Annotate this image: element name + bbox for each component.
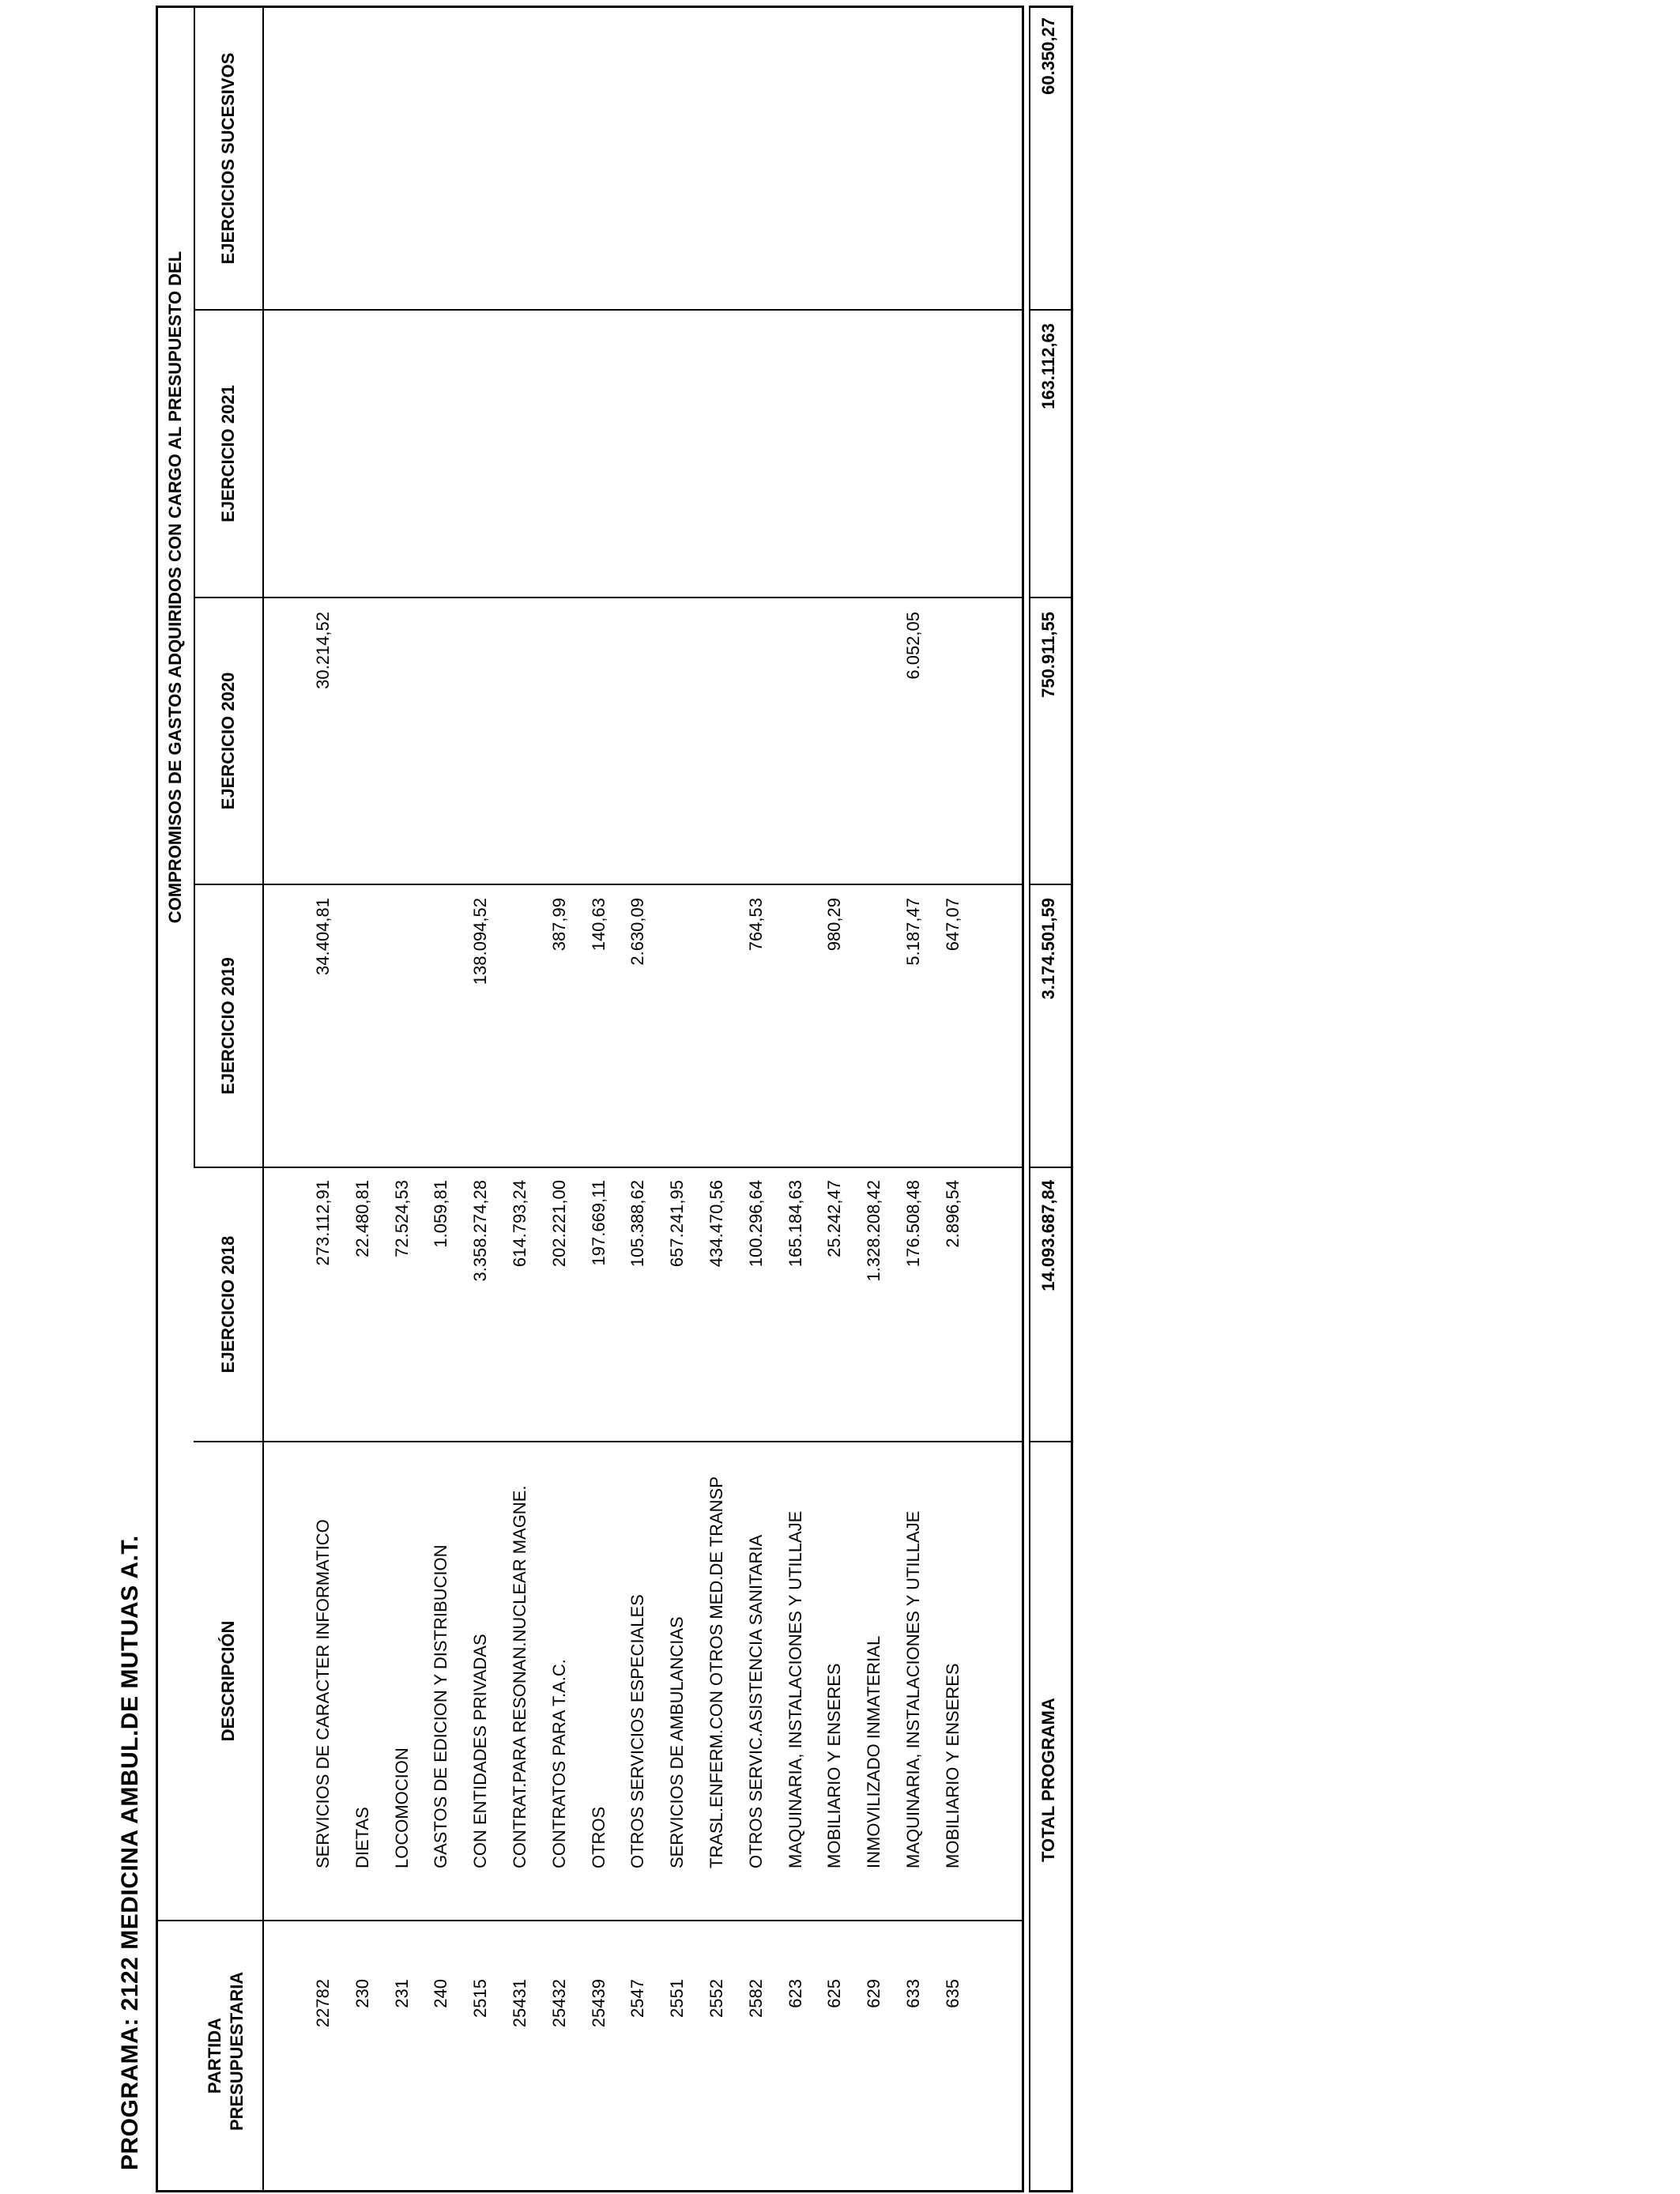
- cell-2018: 434.470,56: [706, 1180, 726, 1268]
- cell-descripcion: MAQUINARIA, INSTALACIONES Y UTILLAJE: [785, 1510, 805, 1868]
- cell-2019: 138.094,52: [470, 898, 490, 986]
- cell-partida: 629: [864, 1979, 883, 2008]
- cell-descripcion: SERVICIOS DE AMBULANCIAS: [667, 1616, 687, 1868]
- header-sucesivos: EJERCICIOS SUCESIVOS: [218, 52, 238, 265]
- col-sep-2018: [194, 1167, 1024, 1168]
- cell-2018: 105.388,62: [627, 1180, 647, 1268]
- header-bottom-line: [262, 6, 264, 2192]
- cell-descripcion: CON ENTIDADES PRIVADAS: [470, 1634, 490, 1868]
- total-2018: 14.093.687,84: [1038, 1180, 1058, 1291]
- cell-2019: 140,63: [589, 898, 608, 952]
- header-2018: EJERCICIO 2018: [218, 1235, 238, 1374]
- total-border-right: [1029, 6, 1073, 8]
- cell-descripcion: SERVICIOS DE CARACTER INFORMATICO: [313, 1519, 333, 1868]
- cell-2018: 176.508,48: [903, 1180, 923, 1268]
- total-2021: 163.112,63: [1038, 323, 1058, 409]
- cell-2019: 387,99: [549, 898, 569, 952]
- cell-2018: 72.524,53: [392, 1180, 412, 1257]
- cell-descripcion: OTROS SERVIC.ASISTENCIA SANITARIA: [746, 1534, 766, 1868]
- cell-partida: 231: [392, 1979, 412, 2008]
- col-sep-2019: [194, 884, 1024, 885]
- cell-descripcion: DIETAS: [352, 1807, 372, 1868]
- cell-partida: 2582: [746, 1979, 766, 2018]
- cell-2018: 1.328.208,42: [864, 1180, 883, 1282]
- page-title: PROGRAMA: 2122 MEDICINA AMBUL.DE MUTUAS A.T.: [117, 1535, 143, 2170]
- col-sep-2020: [194, 597, 1024, 598]
- cell-partida: 623: [785, 1979, 805, 2008]
- cell-2018: 614.793,24: [510, 1180, 529, 1268]
- cell-2018: 165.184,63: [785, 1180, 805, 1268]
- total-2019: 3.174.501,59: [1038, 898, 1058, 1000]
- cell-partida: 2551: [667, 1979, 687, 2018]
- header-2019: EJERCICIO 2019: [218, 957, 238, 1095]
- cell-partida: 625: [824, 1979, 844, 2008]
- total-sep-2018: [1029, 1167, 1073, 1168]
- cell-descripcion: OTROS SERVICIOS ESPECIALES: [627, 1594, 647, 1868]
- cell-descripcion: CONTRATOS PARA T.A.C.: [549, 1659, 569, 1868]
- cell-2020: 30.214,52: [313, 612, 333, 689]
- cell-descripcion: CONTRAT.PARA RESONAN.NUCLEAR MAGNE.: [510, 1485, 529, 1868]
- cell-2019: 647,07: [943, 898, 962, 952]
- cell-2018: 25.242,47: [824, 1180, 844, 1257]
- cell-2018: 1.059,81: [431, 1180, 450, 1248]
- total-sucesivos: 60.350,27: [1038, 17, 1058, 95]
- total-2020: 750.911,55: [1038, 612, 1058, 698]
- cell-descripcion: TRASL.ENFERM.CON OTROS MED.DE TRANSP: [706, 1476, 726, 1868]
- total-sep-2019: [1029, 884, 1073, 885]
- cell-2019: 5.187,47: [903, 898, 923, 966]
- cell-2018: 22.480,81: [352, 1180, 372, 1257]
- cell-2018: 3.358.274,28: [470, 1180, 490, 1282]
- cell-2018: 2.896,54: [943, 1180, 962, 1248]
- cell-descripcion: MAQUINARIA, INSTALACIONES Y UTILLAJE: [903, 1510, 923, 1868]
- cell-2019: 34.404,81: [313, 898, 333, 975]
- total-sep-2021: [1029, 309, 1073, 311]
- header-2020: EJERCICIO 2020: [218, 672, 238, 810]
- cell-partida: 25432: [549, 1979, 569, 2028]
- cell-2018: 657.241,95: [667, 1180, 687, 1268]
- cell-2018: 202.221,00: [549, 1180, 569, 1268]
- cell-descripcion: LOCOMOCION: [392, 1747, 412, 1868]
- table-border-top: [156, 6, 158, 2192]
- cell-partida: 633: [903, 1979, 923, 2008]
- cell-descripcion: INMOVILIZADO INMATERIAL: [864, 1635, 883, 1868]
- total-sep-2020: [1029, 597, 1073, 598]
- cell-descripcion: MOBILIARIO Y ENSERES: [824, 1663, 844, 1868]
- total-border-bottom: [1071, 6, 1073, 2192]
- cell-descripcion: OTROS: [589, 1806, 608, 1868]
- group-header-line: [194, 6, 195, 1168]
- cell-partida: 240: [431, 1979, 450, 2008]
- table-border-bottom: [1022, 6, 1024, 2192]
- table-border-left: [156, 2190, 1024, 2192]
- cell-partida: 2547: [627, 1979, 647, 2018]
- col-sep-descripcion: [194, 1441, 1024, 1442]
- cell-2018: 197.669,11: [589, 1180, 608, 1266]
- cell-2018: 273.112,91: [313, 1180, 333, 1266]
- total-label: TOTAL PROGRAMA: [1038, 1698, 1058, 1862]
- total-border-top: [1029, 6, 1030, 2192]
- cell-partida: 2552: [706, 1979, 726, 2018]
- cell-partida: 2515: [470, 1979, 490, 2018]
- cell-descripcion: MOBILIARIO Y ENSERES: [943, 1663, 962, 1868]
- total-border-left: [1029, 2190, 1073, 2192]
- header-2021: EJERCICIO 2021: [218, 385, 238, 522]
- cell-partida: 22782: [313, 1979, 333, 2028]
- cell-2020: 6.052,05: [903, 612, 923, 680]
- cell-2019: 2.630,09: [627, 898, 647, 966]
- cell-2019: 764,53: [746, 898, 766, 952]
- header-group: COMPROMISOS DE GASTOS ADQUIRIDOS CON CARGO AL PRESUPUESTO DEL: [165, 251, 185, 924]
- table-border-right: [156, 6, 1024, 8]
- header-partida: PARTIDA PRESUPUESTARIA: [205, 1971, 247, 2131]
- cell-2019: 980,29: [824, 898, 844, 952]
- col-sep-partida: [156, 1920, 1024, 1921]
- cell-partida: 25439: [589, 1979, 608, 2028]
- total-sep-label: [1029, 1441, 1073, 1442]
- cell-partida: 230: [352, 1979, 372, 2008]
- header-descripcion: DESCRIPCIÓN: [218, 1620, 238, 1742]
- cell-partida: 25431: [510, 1979, 529, 2028]
- cell-descripcion: GASTOS DE EDICION Y DISTRIBUCION: [431, 1544, 450, 1868]
- cell-partida: 635: [943, 1979, 962, 2008]
- cell-2018: 100.296,64: [746, 1180, 766, 1268]
- col-sep-2021: [194, 309, 1024, 311]
